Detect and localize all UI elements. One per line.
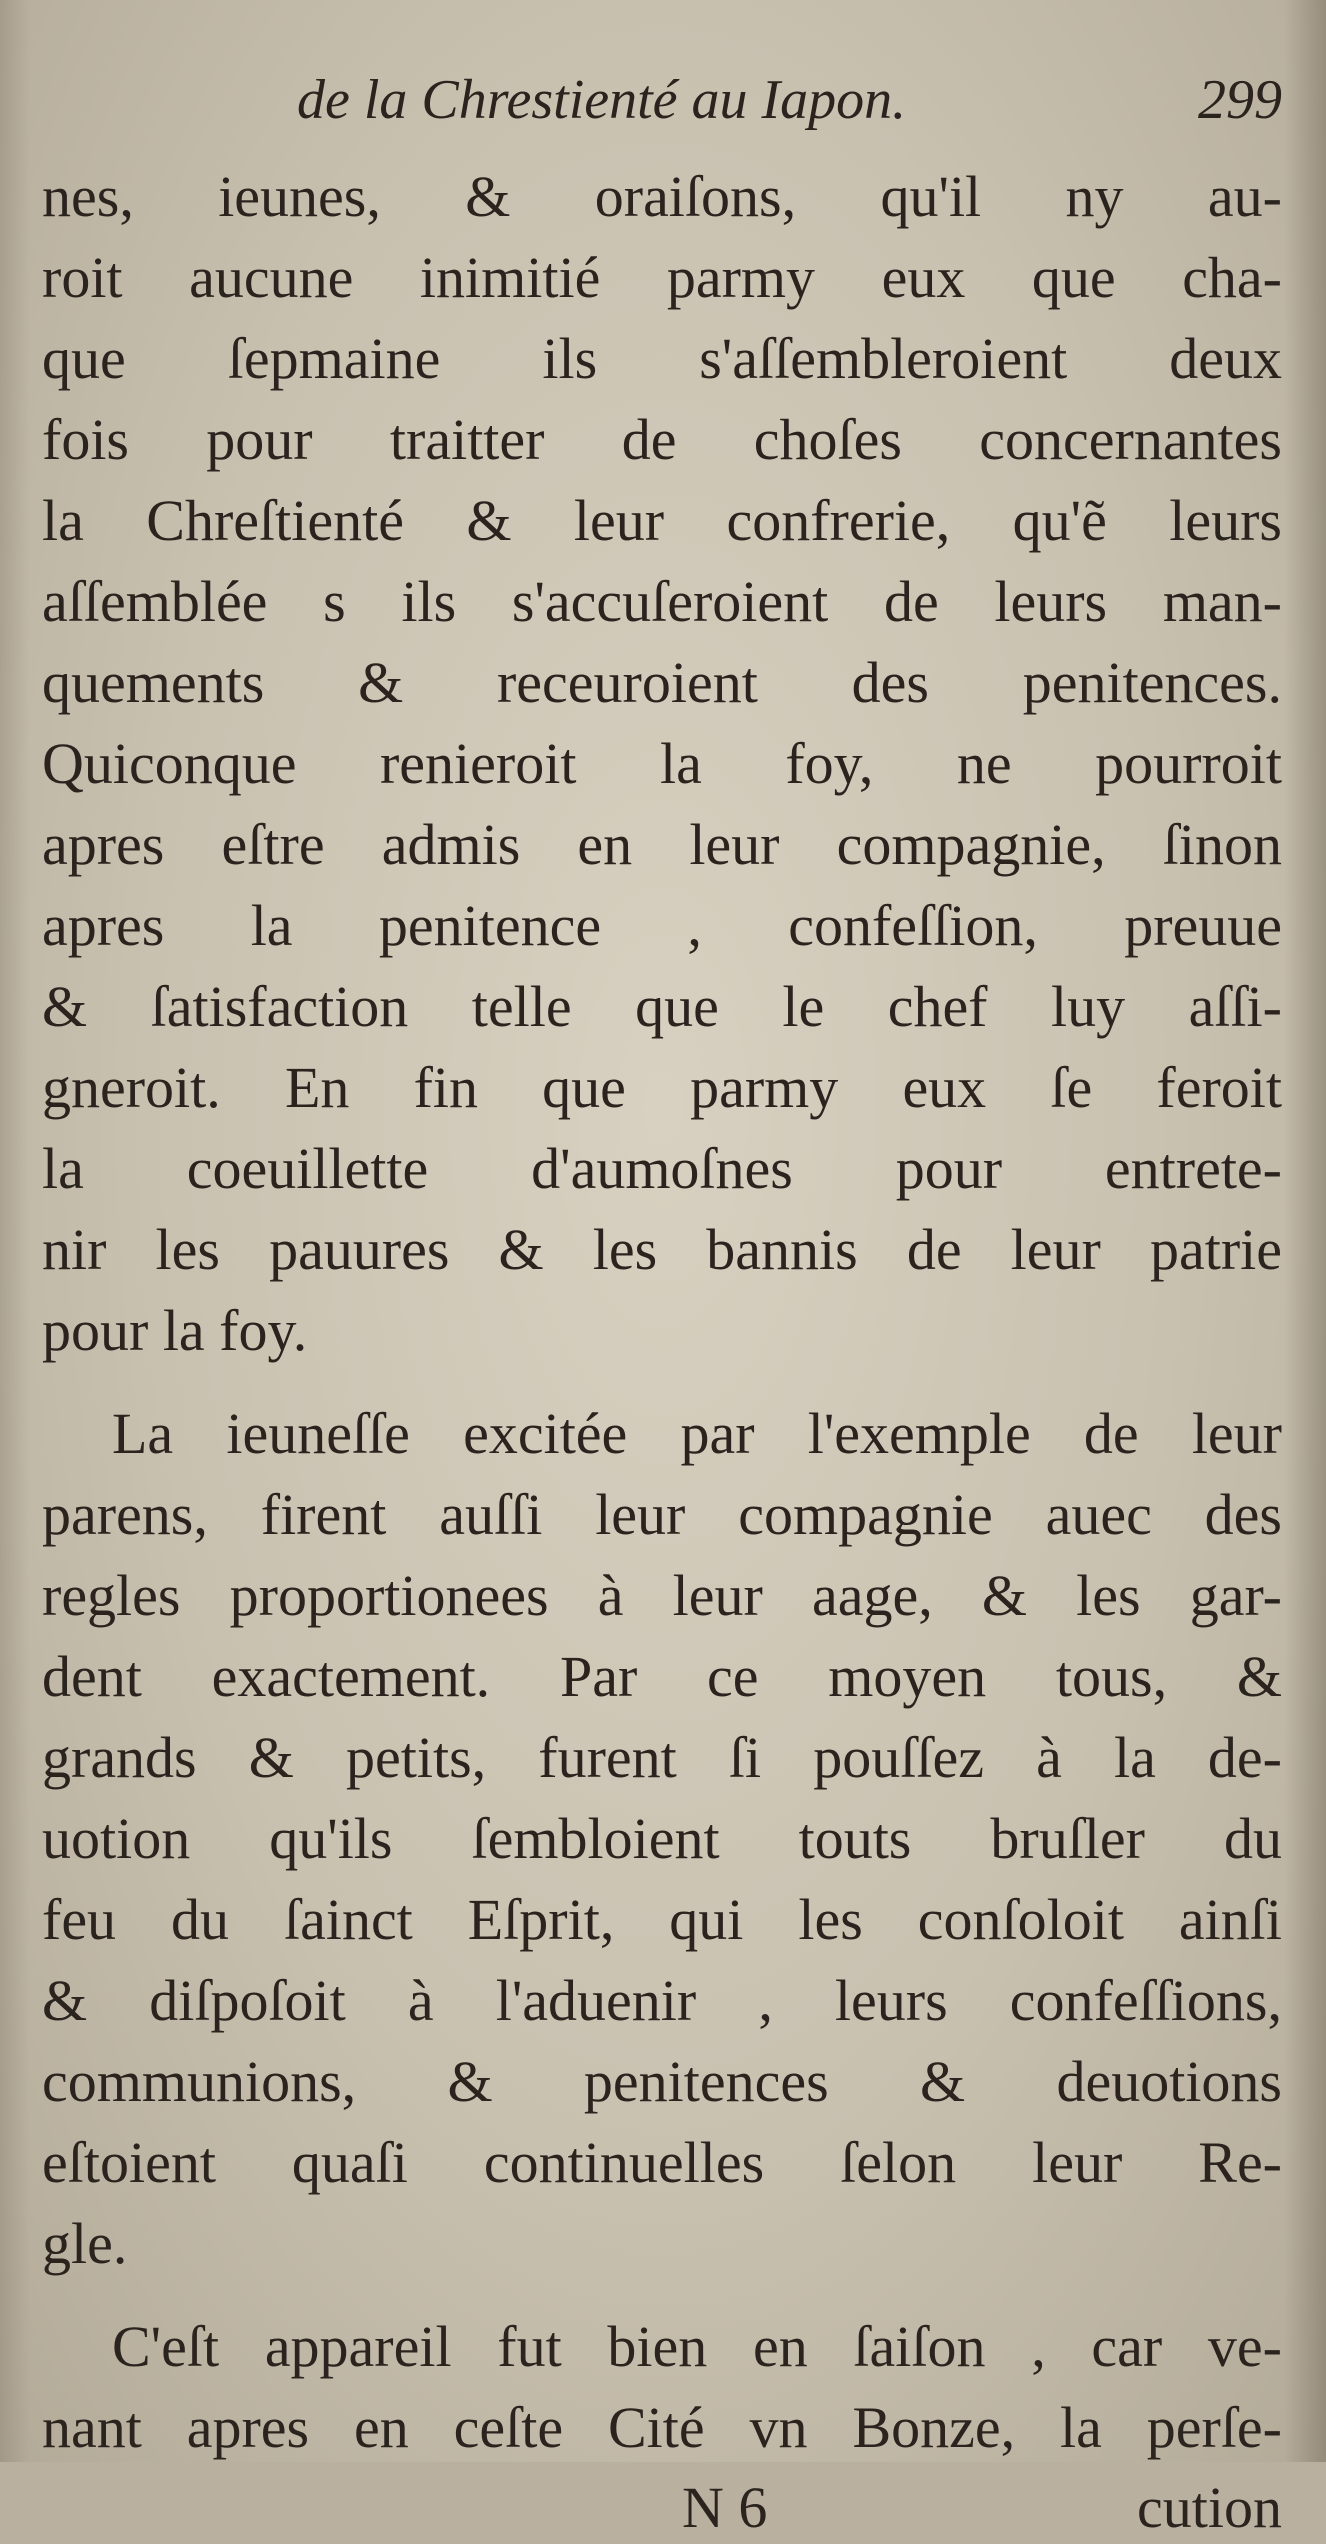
running-head <box>42 68 1282 156</box>
text-line: & ſatisfaction telle que le chef luy aſſi- <box>42 974 1282 1039</box>
text-line: feu du ſainct Eſprit, qui les conſoloit ainſi <box>42 1887 1282 1952</box>
page-footer <box>42 2474 1282 2544</box>
text-line: eſtoient quaſi continuelles ſelon leur Re- <box>42 2130 1282 2195</box>
paragraph-2 <box>42 1393 1282 2284</box>
text-line: apres la penitence , confeſſion, preuue <box>42 893 1282 958</box>
text-line: pour la foy. <box>42 1298 308 1363</box>
page-text-block <box>42 68 1282 2544</box>
text-line: la Chreſtienté & leur confrerie, qu'ẽ leurs <box>42 488 1282 553</box>
text-line: roit aucune inimitié parmy eux que cha- <box>42 245 1282 310</box>
text-line: nant apres en ceſte Cité vn Bonze, la perſe- <box>42 2395 1282 2460</box>
text-line: communions, & penitences & deuotions <box>42 2049 1282 2114</box>
text-line: aſſemblée s ils s'accuſeroient de leurs man- <box>42 569 1282 634</box>
text-line: fois pour traitter de choſes concernantes <box>42 407 1282 472</box>
page-number: 299 <box>1198 69 1282 131</box>
text-line: gle. <box>42 2211 128 2276</box>
paragraph-gap <box>42 1371 1282 1393</box>
text-line: Quiconque renieroit la foy, ne pourroit <box>42 731 1282 796</box>
text-line: nes, ieunes, & oraiſons, qu'il ny au- <box>42 164 1282 229</box>
text-line: quements & receuroient des penitences. <box>42 650 1282 715</box>
paragraph-gap <box>42 2284 1282 2306</box>
page-left-shadow <box>0 0 30 2462</box>
text-line: que ſepmaine ils s'aſſembleroient deux <box>42 326 1282 391</box>
text-line: nir les pauures & les bannis de leur patrie <box>42 1217 1282 1282</box>
text-line: gneroit. En fin que parmy eux ſe feroit <box>42 1055 1282 1120</box>
text-line: C'eſt appareil fut bien en ſaiſon , car ve- <box>112 2314 1282 2379</box>
paragraph-3 <box>42 2306 1282 2468</box>
text-line: & diſpoſoit à l'aduenir , leurs confeſſions, <box>42 1968 1282 2033</box>
text-line: grands & petits, furent ſi pouſſez à la de- <box>42 1725 1282 1790</box>
text-line: parens, firent auſſi leur compagnie auec des <box>42 1482 1282 1547</box>
signature-mark: N 6 <box>682 2475 768 2540</box>
text-line: apres eſtre admis en leur compagnie, ſinon <box>42 812 1282 877</box>
text-line: regles proportionees à leur aage, & les gar- <box>42 1563 1282 1628</box>
page-right-shadow <box>1284 0 1326 2462</box>
running-title: de la Chrestienté au Iapon. <box>297 69 907 131</box>
catchword: cution <box>1137 2475 1282 2540</box>
paragraph-1 <box>42 156 1282 1371</box>
text-line: dent exactement. Par ce moyen tous, & <box>42 1644 1282 1709</box>
text-line: uotion qu'ils ſembloient touts bruſler du <box>42 1806 1282 1871</box>
text-line: la coeuillette d'aumoſnes pour entrete- <box>42 1136 1282 1201</box>
text-line: La ieuneſſe excitée par l'exemple de leur <box>112 1401 1282 1466</box>
